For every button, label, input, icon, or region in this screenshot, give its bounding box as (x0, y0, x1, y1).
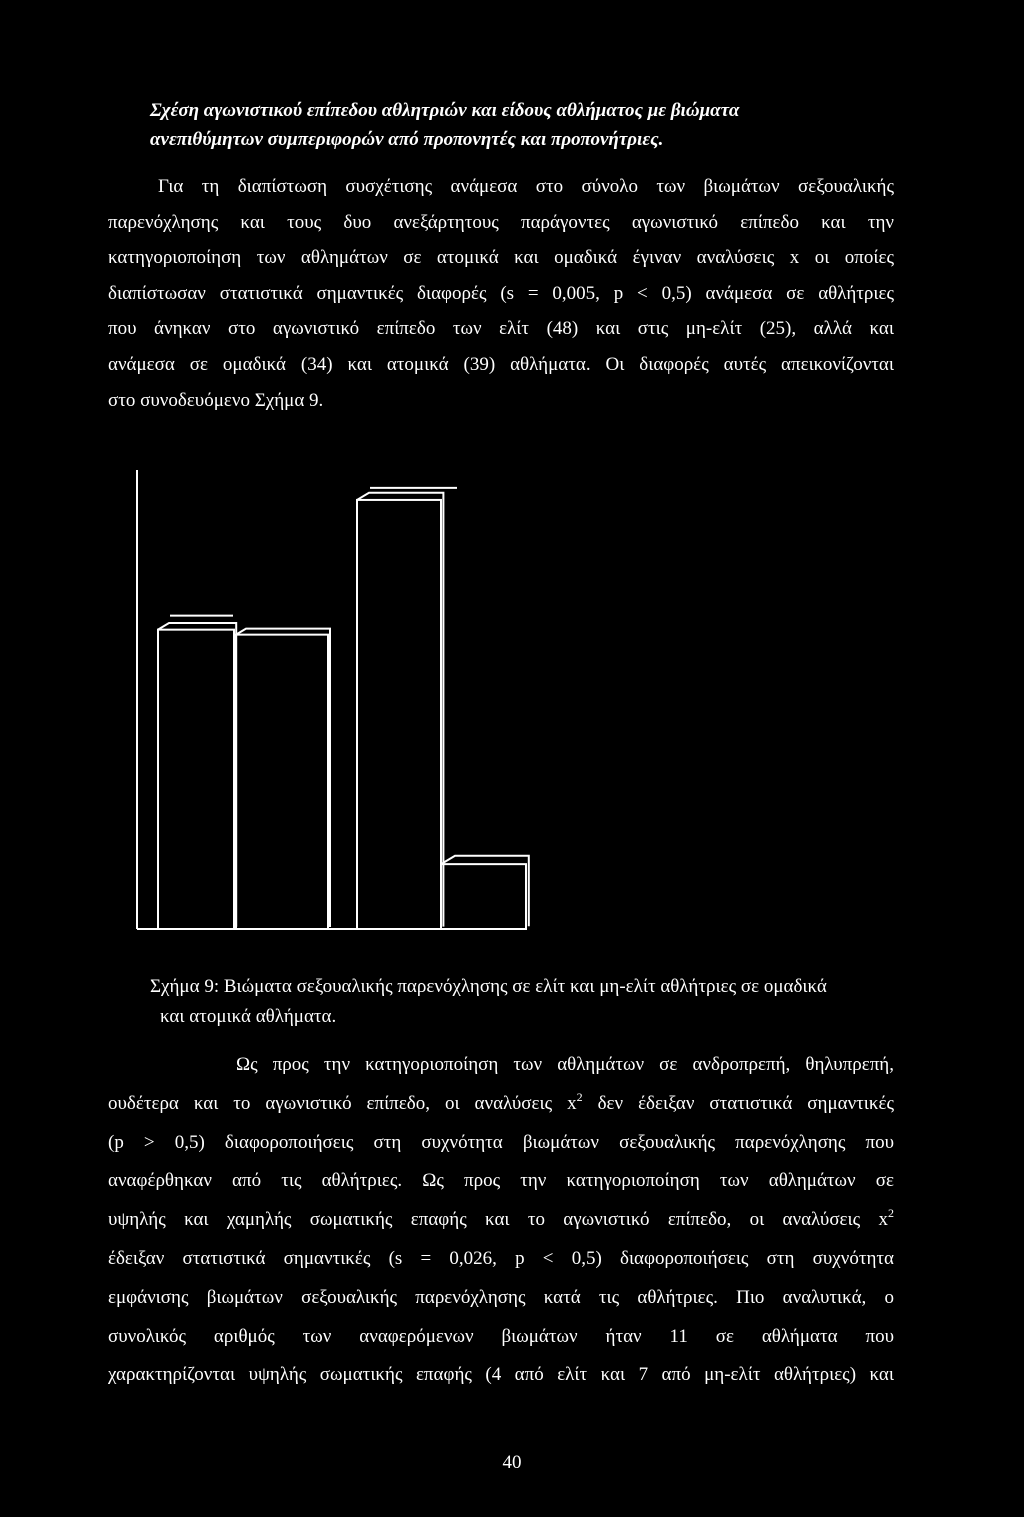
bar (158, 630, 234, 929)
paragraph-2-line: Ως προς την κατηγοριοποίηση των αθλημάτων σε ανδροπρεπή, θηλυπρεπή, (236, 1054, 894, 1075)
paragraph-2-line (108, 1206, 894, 1248)
superscript: 2 (576, 1089, 583, 1104)
section-heading (150, 96, 890, 154)
bar (357, 500, 441, 929)
bar (236, 635, 328, 929)
superscript: 2 (888, 1206, 894, 1221)
paragraph-1-line: διαπίστωσαν στατιστικά σημαντικές διαφορές (s = 0,005, p < 0,5) ανάμεσα σε αθλήτριες (108, 282, 894, 304)
paragraph-1 (108, 176, 894, 425)
paragraph-2-text: ουδέτερα και το αγωνιστικό επίπεδο, οι αναλύσεις x (108, 1092, 577, 1114)
bar-depth-outline (236, 629, 330, 927)
paragraph-1-line: Για τη διαπίστωση συσχέτισης ανάμεσα στο σύνολο των βιωμάτων σεξουαλικής (158, 176, 894, 197)
paragraph-2-line: συνολικός αριθμός των αναφερόμενων βιωμάτων ήταν 11 σε αθλήματα που (108, 1325, 894, 1347)
paragraph-2-line: (p > 0,5) διαφοροποιήσεις στη συχνότητα βιωμάτων σεξουαλικής παρενόχλησης που (108, 1131, 894, 1153)
paragraph-1-line: κατηγοριοποίηση των αθλημάτων σε ατομικά και ομαδικά έγιναν αναλύσεις x οι οποίες (108, 247, 894, 269)
paragraph-2-line (108, 1089, 894, 1132)
paragraph-2-line: εμφάνισης βιωμάτων σεξουαλικής παρενόχλησης κατά τις αθλήτριες. Πιο αναλυτικά, ο (108, 1286, 894, 1308)
section-heading-line-1: Σχέση αγωνιστικού επίπεδου αθλητριών και είδους αθλήματος με βιώματα (150, 100, 740, 121)
paragraph-1-line: που άνηκαν στο αγωνιστικό επίπεδο των ελίτ (48) και στις μη-ελίτ (25), αλλά και (108, 318, 894, 340)
paragraph-2-line: αναφέρθηκαν από τις αθλήτριες. Ως προς την κατηγοριοποίηση των αθλημάτων σε (108, 1170, 894, 1192)
paragraph-1-line: στο συνοδευόμενο Σχήμα 9. (108, 389, 324, 411)
figure-caption-line-1: Σχήμα 9: Βιώματα σεξουαλικής παρενόχλησης σε ελίτ και μη-ελίτ αθλήτριες σε ομαδικά (150, 976, 827, 997)
bar-depth-outline (357, 493, 443, 927)
bar-depth-outline (158, 623, 236, 927)
page-number: 40 (502, 1452, 522, 1473)
bar (441, 864, 526, 929)
paragraph-1-line: ανάμεσα σε ομαδικά (34) και ατομικά (39) αθλήματα. Οι διαφορές αυτές απεικονίζονται (108, 353, 894, 375)
figure-caption-line-2: και ατομικά αθλήματα. (160, 1006, 337, 1027)
paragraph-2-text: δεν έδειξαν στατιστικά σημαντικές (582, 1092, 894, 1114)
paragraph-1-line: παρενόχλησης και τους δυο ανεξάρτητους παράγοντες αγωνιστικό επίπεδο και την (108, 211, 894, 233)
bar-depth-outline (441, 856, 529, 926)
paragraph-2-line: χαρακτηρίζονται υψηλής σωματικής επαφής (4 από ελίτ και 7 από μη-ελίτ αθλήτριες) και (108, 1364, 894, 1386)
paragraph-2 (108, 1054, 894, 1403)
paragraph-2-line: έδειξαν στατιστικά σημαντικές (s = 0,026, p < 0,5) διαφοροποιήσεις στη συχνότητα (108, 1247, 894, 1269)
figure-caption (150, 972, 890, 1032)
paragraph-2-text: υψηλής και χαμηλής σωματικής επαφής και το αγωνιστικό επίπεδο, οι αναλύσεις x (108, 1209, 888, 1231)
chart-marks (137, 470, 529, 929)
section-heading-line-2: ανεπιθύμητων συμπεριφορών από προπονητές και προπονήτριες. (150, 129, 664, 150)
